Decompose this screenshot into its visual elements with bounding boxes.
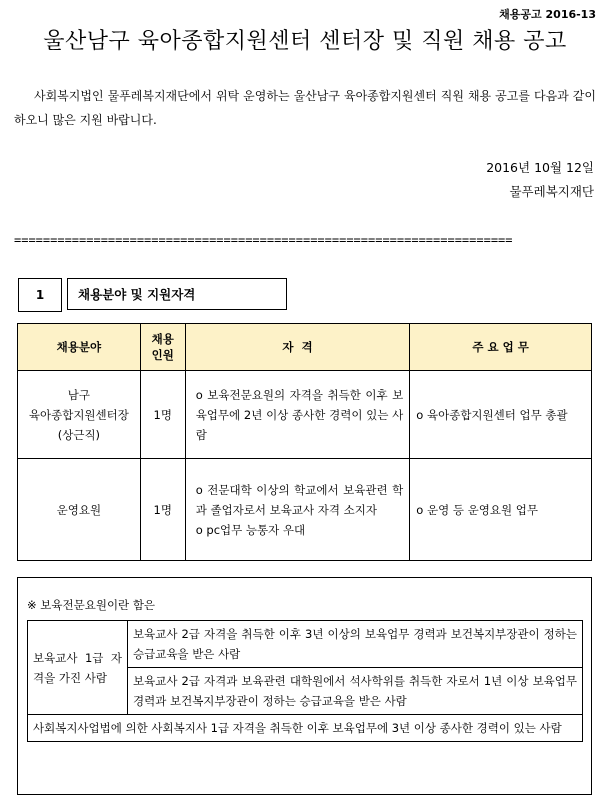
field-cell: 남구 육아종합지원센터장 (상근직) <box>18 371 141 459</box>
table-row <box>18 371 592 459</box>
section-title: 채용분야 및 지원자격 <box>67 278 287 310</box>
note-row <box>28 621 583 668</box>
header-duties: 주 요 업 무 <box>410 324 592 371</box>
table-header-row <box>18 324 592 371</box>
note-item: 보육교사 2급 자격과 보육관련 대학원에서 석사학위를 취득한 자로서 1년 이상 보육업무 경력과 보건복지부장관이 정하는 승급교육을 받은 사람 <box>128 668 583 715</box>
intro-paragraph: 사회복지법인 물푸레복지재단에서 위탁 운영하는 울산남구 육아종합지원센터 직원 채용 공고를 다음과 같이 하오니 많은 지원 바랍니다. <box>14 89 596 127</box>
count-cell: 1명 <box>140 371 185 459</box>
qualification-item: o 보육전문요원의 자격을 취득한 이후 보육업무에 2년 이상 종사한 경력이 있는 사람 <box>195 387 404 442</box>
field-cell: 운영요원 <box>18 459 141 561</box>
notice-date: 2016년 10월 12일 <box>486 160 594 175</box>
table-row <box>18 459 592 561</box>
header-field: 채용분야 <box>18 324 141 371</box>
header-count: 채용 인원 <box>140 324 185 371</box>
notice-number: 채용공고 2016-13 <box>499 8 596 21</box>
note-row <box>28 715 583 742</box>
qualification-cell <box>185 371 410 459</box>
header-qualification: 자 격 <box>185 324 410 371</box>
note-left-cell: 보육교사 1급 자격을 가진 사람 <box>28 621 128 715</box>
section-number: 1 <box>18 278 62 312</box>
duties-cell: o 운영 등 운영요원 업무 <box>410 459 592 561</box>
note-table <box>27 620 583 742</box>
duties-cell: o 육아종합지원센터 업무 총괄 <box>410 371 592 459</box>
note-label: ※ 보육전문요원이란 함은 <box>27 598 156 612</box>
note-bottom-cell: 사회복지사업법에 의한 사회복지사 1급 자격을 취득한 이후 보육업무에 3년 이상 종사한 경력이 있는 사람 <box>28 715 583 742</box>
recruitment-table <box>17 323 592 561</box>
count-cell: 1명 <box>140 459 185 561</box>
note-item: 보육교사 2급 자격을 취득한 이후 3년 이상의 보육업무 경력과 보건복지부장관이 정하는 승급교육을 받은 사람 <box>128 621 583 668</box>
divider: ===================================================================== <box>14 233 513 247</box>
qualification-cell <box>185 459 410 561</box>
qualification-item: o 전문대학 이상의 학교에서 보육관련 학과 졸업자로서 보육교사 자격 소지자 <box>195 482 404 517</box>
page-title: 울산남구 육아종합지원센터 센터장 및 직원 채용 공고 <box>43 29 567 54</box>
organization-name: 물푸레복지재단 <box>509 184 594 199</box>
qualification-item: o pc업무 능통자 우대 <box>195 522 306 537</box>
